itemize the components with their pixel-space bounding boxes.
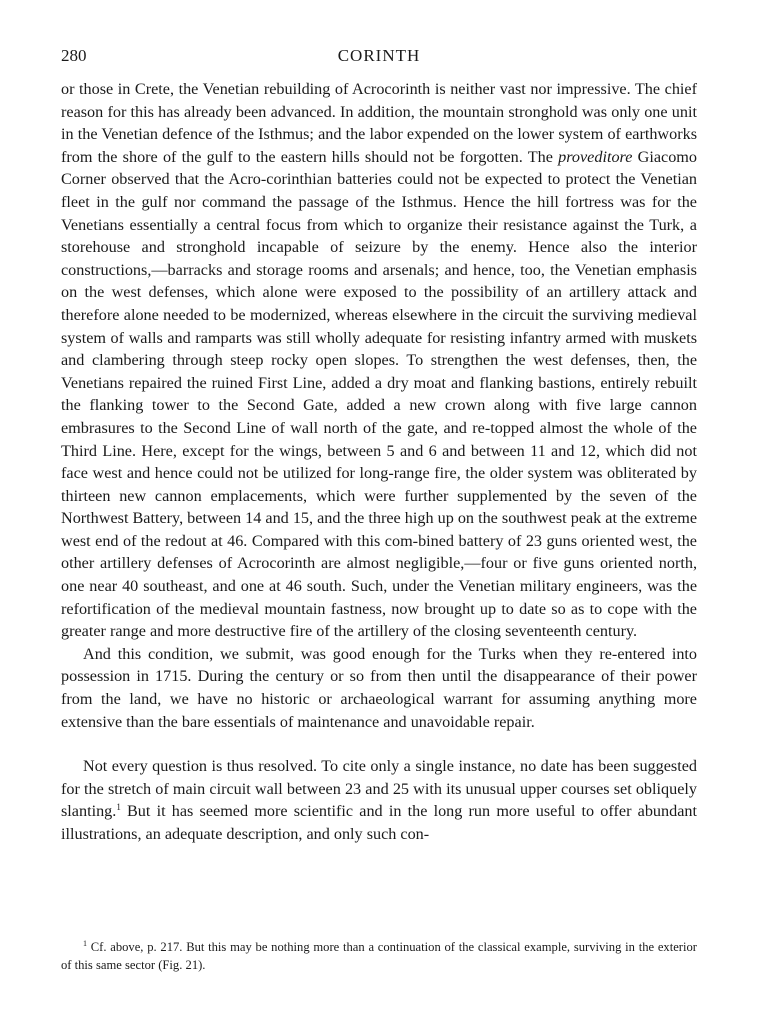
page-number: 280 <box>61 46 87 65</box>
body-text <box>61 78 697 846</box>
paragraph-1-text-a: or those in Crete, the Venetian rebuilding of Acrocorinth is neither vast nor impressive. The chief reason for this has already been advanced. In addition, the mountain stronghold was only one unit in the Venetian defence of the Isthmus; and the labor expended on the lower system of earthworks from the shore of the gulf to the eastern hills should not be forgotten. The <box>61 80 697 166</box>
paragraph-3 <box>61 755 697 845</box>
footnote-marker: 1 <box>83 939 87 948</box>
running-header <box>61 44 697 68</box>
footnote <box>61 938 697 974</box>
paragraph-1-text-b: Giacomo Corner observed that the Acro-corinthian batteries could not be expected to protect the Venetian fleet in the gulf nor command the passage of the Isthmus. Hence the hill fortress was for the Venetians essentially a central focus from which to organize their resistance against the Turk, a storehouse and stronghold incapable of seizure by the enemy. Hence also the interior constructions,—barracks and storage rooms and arsenals; and hence, too, the Venetian emphasis on the west defenses, which alone were exposed to the possibility of an artillery attack and therefore alone needed to be modernized, whereas elsewhere in the circuit the surviving medieval system of walls and ramparts was still wholly adequate for resisting infantry armed with muskets and clambering through steep rocky open slopes. To strengthen the west defenses, then, the Venetians repaired the ruined First Line, added a dry moat and flanking bastions, entirely rebuilt the flanking tower to the Second Gate, added a new crown along with five large cannon embrasures to the Second Line of wall north of the gate, and re-topped almost the whole of the Third Line. Here, except for the wings, between 5 and 6 and between 11 and 12, which did not face west and hence could not be utilized for long-range fire, the older system was obliterated by thirteen new cannon emplacements, which were further supplemented by the seven of the Northwest Battery, between 14 and 15, and the three high up on the southwest peak at the extreme west end of the redout at 46. Compared with this com-bined battery of 23 guns oriented west, the other artillery defenses of Acrocorinth are almost negligible,—four or five guns oriented north, one near 40 southeast, and one at 46 south. Such, under the Venetian military engineers, was the refortification of the medieval mountain fastness, now brought up to date so as to cope with the greater range and more destructive fire of the artillery of the closing seventeenth century. <box>61 147 697 641</box>
footnotes <box>61 938 697 974</box>
paragraph-3-text-a: Not every question is thus resolved. To cite only a single instance, no date has been suggested for the stretch of main circuit wall between 23 and 25 with its unusual upper courses set obliquely slanting. <box>61 757 697 821</box>
italic-term: proveditore <box>558 147 633 166</box>
running-title: CORINTH <box>337 46 421 65</box>
paragraph-3-text-b: But it has seemed more scientific and in the long run more useful to offer abundant illustrations, an adequate description, and only such con- <box>61 802 697 843</box>
footnote-reference: 1 <box>116 802 121 813</box>
paragraph-2: And this condition, we submit, was good enough for the Turks when they re-entered into possession in 1715. During the century or so from then until the disappearance of their power from the land, we have no historic or archaeological warrant for assuming anything more extensive than the bare essentials of maintenance and unavoidable repair. <box>61 644 697 731</box>
footnote-text: Cf. above, p. 217. But this may be nothing more than a continuation of the classical example, surviving in the exterior of this same sector (Fig. 21). <box>61 940 697 972</box>
paragraph-1 <box>61 78 697 643</box>
